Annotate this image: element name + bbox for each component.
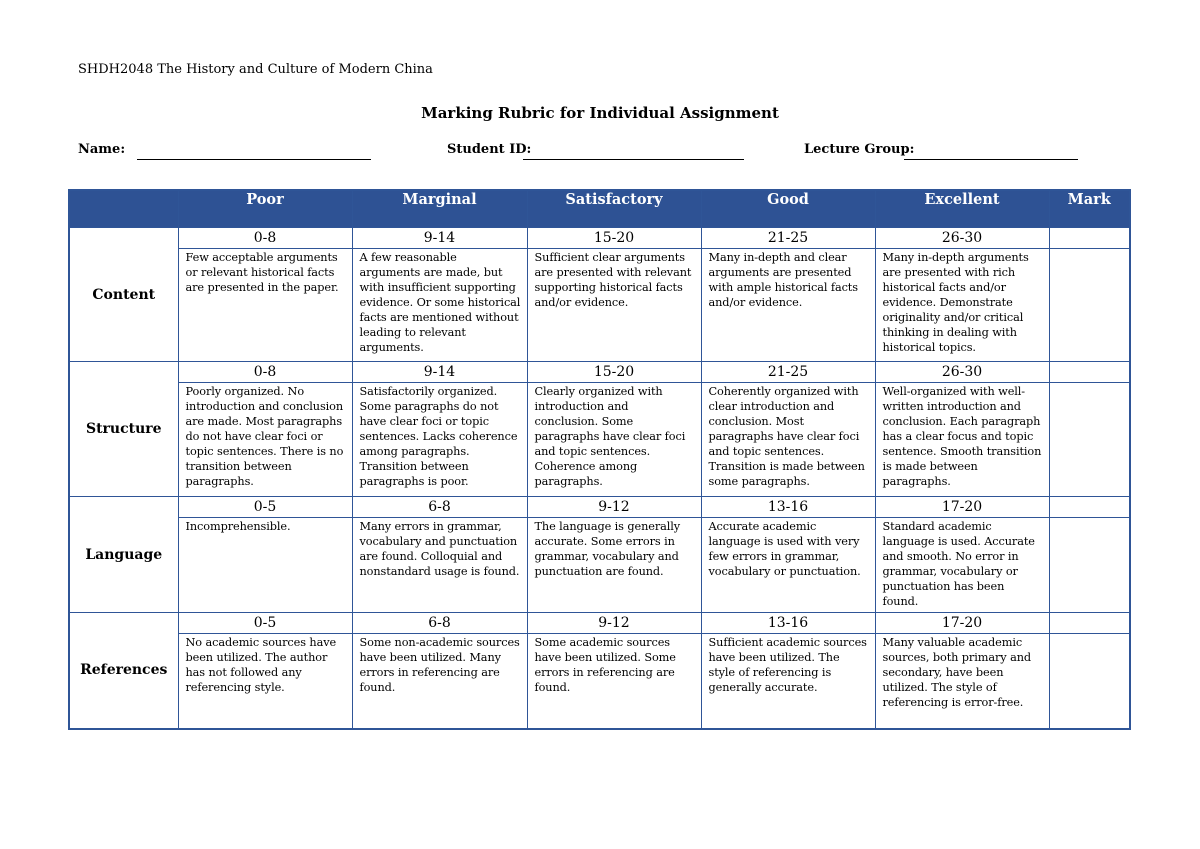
description-cell: Poorly organized. No introduction and conclusion are made. Most paragraphs do not have clear foci or topic sentences. There is no transition between paragraphs. <box>178 383 352 497</box>
criterion-content: Content <box>69 228 178 362</box>
mark-input-structure[interactable] <box>1049 362 1130 383</box>
student-id-label: Student ID: <box>447 142 532 157</box>
table-row <box>69 362 1130 383</box>
range-cell: 26-30 <box>875 362 1049 383</box>
range-cell: 0-8 <box>178 362 352 383</box>
range-cell: 17-20 <box>875 613 1049 634</box>
range-cell: 0-8 <box>178 228 352 249</box>
range-cell: 9-14 <box>352 362 527 383</box>
table-row <box>69 518 1130 613</box>
range-cell: 6-8 <box>352 497 527 518</box>
table-row <box>69 249 1130 362</box>
range-cell: 9-14 <box>352 228 527 249</box>
description-cell: Satisfactorily organized. Some paragraphs do not have clear foci or topic sentences. Lacks coherence among paragraphs. Transition between paragraphs is poor. <box>352 383 527 497</box>
lecture-group-field[interactable] <box>904 159 1078 160</box>
range-cell: 9-12 <box>527 497 701 518</box>
description-cell: Few acceptable arguments or relevant historical facts are presented in the paper. <box>178 249 352 362</box>
rubric-table <box>68 189 1131 730</box>
criterion-references: References <box>69 613 178 729</box>
description-cell: A few reasonable arguments are made, but with insufficient supporting evidence. Or some historical facts are mentioned without leading to relevant arguments. <box>352 249 527 362</box>
header-good: Good <box>701 190 875 228</box>
range-cell: 21-25 <box>701 228 875 249</box>
description-cell: Well-organized with well-written introduction and conclusion. Each paragraph has a clear focus and topic sentence. Smooth transition is made between paragraphs. <box>875 383 1049 497</box>
range-cell: 15-20 <box>527 228 701 249</box>
table-row <box>69 613 1130 634</box>
description-cell: Many in-depth arguments are presented with rich historical facts and/or evidence. Demonstrate originality and/or critical thinking in dealing with historical topics. <box>875 249 1049 362</box>
course-title: SHDH2048 The History and Culture of Modern China <box>78 62 433 77</box>
mark-cell[interactable] <box>1049 249 1130 362</box>
table-row <box>69 497 1130 518</box>
range-cell: 26-30 <box>875 228 1049 249</box>
range-cell: 0-5 <box>178 613 352 634</box>
header-satisfactory: Satisfactory <box>527 190 701 228</box>
range-cell: 0-5 <box>178 497 352 518</box>
description-cell: Sufficient clear arguments are presented with relevant supporting historical facts and/or evidence. <box>527 249 701 362</box>
header-row <box>69 190 1130 228</box>
student-id-field[interactable] <box>523 159 744 160</box>
range-cell: 21-25 <box>701 362 875 383</box>
page-title: Marking Rubric for Individual Assignment <box>421 104 779 122</box>
description-cell: Many errors in grammar, vocabulary and punctuation are found. Colloquial and nonstandard usage is found. <box>352 518 527 613</box>
description-cell: Incomprehensible. <box>178 518 352 613</box>
lecture-group-label: Lecture Group: <box>804 142 915 157</box>
description-cell: The language is generally accurate. Some errors in grammar, vocabulary and punctuation are found. <box>527 518 701 613</box>
description-cell: Coherently organized with clear introduction and conclusion. Most paragraphs have clear foci and topic sentences. Transition is made between some paragraphs. <box>701 383 875 497</box>
name-field[interactable] <box>137 159 371 160</box>
name-label: Name: <box>78 142 126 157</box>
description-cell: No academic sources have been utilized. The author has not followed any referencing style. <box>178 634 352 729</box>
description-cell: Many valuable academic sources, both primary and secondary, have been utilized. The style of referencing is error-free. <box>875 634 1049 729</box>
range-cell: 13-16 <box>701 497 875 518</box>
description-cell: Standard academic language is used. Accurate and smooth. No error in grammar, vocabulary or punctuation has been found. <box>875 518 1049 613</box>
table-row <box>69 228 1130 249</box>
range-cell: 17-20 <box>875 497 1049 518</box>
description-cell: Accurate academic language is used with very few errors in grammar, vocabulary or punctuation. <box>701 518 875 613</box>
header-poor: Poor <box>178 190 352 228</box>
table-row <box>69 634 1130 729</box>
range-cell: 15-20 <box>527 362 701 383</box>
mark-input-language[interactable] <box>1049 497 1130 518</box>
mark-cell[interactable] <box>1049 518 1130 613</box>
mark-cell[interactable] <box>1049 383 1130 497</box>
criterion-language: Language <box>69 497 178 613</box>
range-cell: 13-16 <box>701 613 875 634</box>
mark-input-content[interactable] <box>1049 228 1130 249</box>
description-cell: Some academic sources have been utilized. Some errors in referencing are found. <box>527 634 701 729</box>
description-cell: Sufficient academic sources have been utilized. The style of referencing is generally accurate. <box>701 634 875 729</box>
header-criterion <box>69 190 178 228</box>
description-cell: Many in-depth and clear arguments are presented with ample historical facts and/or evidence. <box>701 249 875 362</box>
description-cell: Clearly organized with introduction and conclusion. Some paragraphs have clear foci and topic sentences. Coherence among paragraphs. <box>527 383 701 497</box>
mark-cell[interactable] <box>1049 634 1130 729</box>
table-row <box>69 383 1130 497</box>
mark-input-references[interactable] <box>1049 613 1130 634</box>
range-cell: 9-12 <box>527 613 701 634</box>
header-mark: Mark <box>1049 190 1130 228</box>
range-cell: 6-8 <box>352 613 527 634</box>
description-cell: Some non-academic sources have been utilized. Many errors in referencing are found. <box>352 634 527 729</box>
header-marginal: Marginal <box>352 190 527 228</box>
header-excellent: Excellent <box>875 190 1049 228</box>
criterion-structure: Structure <box>69 362 178 497</box>
